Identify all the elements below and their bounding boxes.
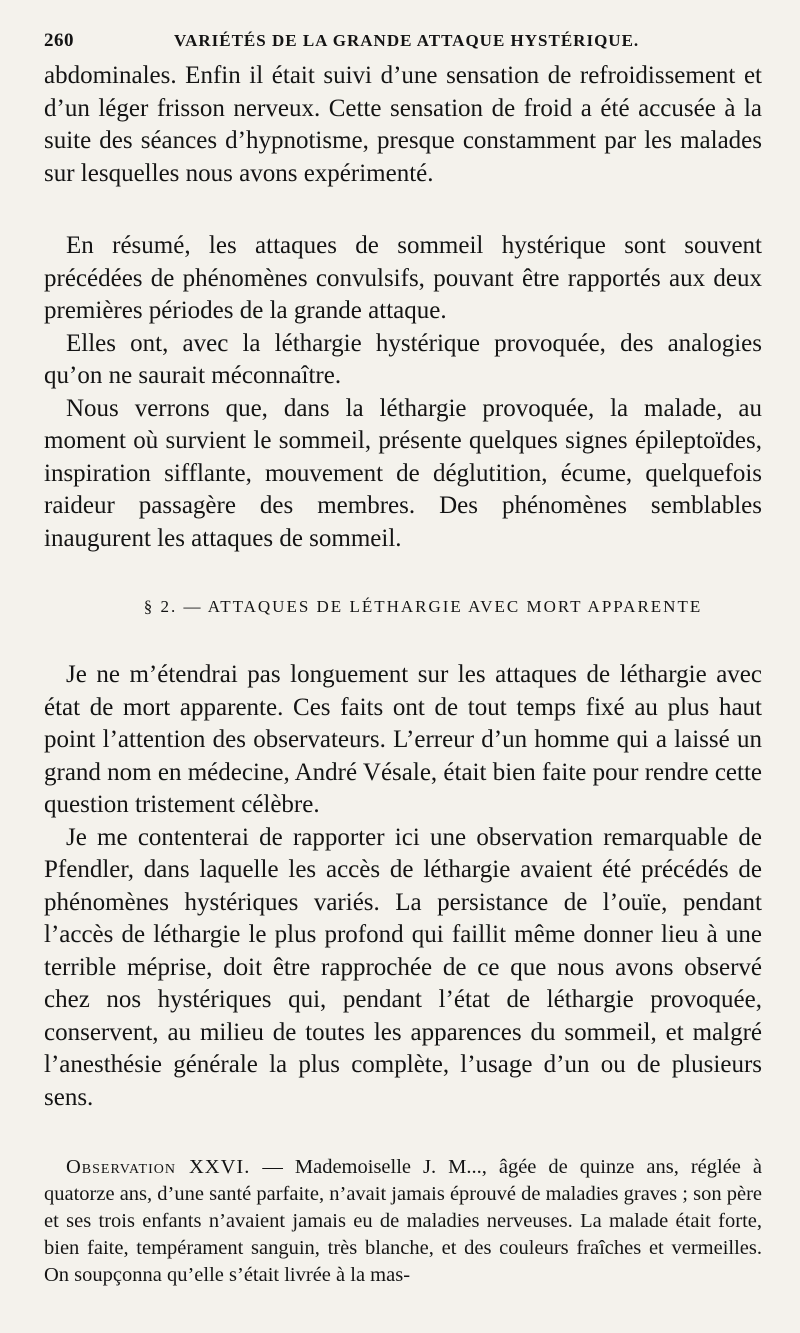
section-gap [44, 617, 762, 659]
body-text [44, 60, 762, 1114]
paragraph: En résumé, les attaques de sommeil hystérique sont souvent précédées de phénomènes convulsifs, pouvant être rapportés aux deux premières périodes de la grande attaque. [44, 232, 762, 324]
paragraph-gap [44, 190, 762, 230]
paragraph: abdominales. Enfin il était suivi d’une sensation de refroidissement et d’un léger frisson nerveux. Cette sensation de froid a été accusée à la suite des séances d’hypnotisme, presque constamment par les malades sur lesquelles nous avons expérimenté. [44, 62, 762, 187]
section-gap [44, 555, 762, 597]
page-number: 260 [44, 30, 74, 51]
paragraph: Je me contenterai de rapporter ici une observation remarquable de Pfendler, dans laquelle les accès de léthargie avaient été précédés de phénomènes hystériques variés. La persistance de l’ouïe, pendant l’accès de léthargie le plus profond qui faillit même donner lieu à une terrible méprise, doit être rapprochée de ce que nous avons observé chez nos hystériques qui, pendant l’état de léthargie provoquée, conservent, au milieu de toutes les apparences du sommeil, et malgré l’anesthésie générale la plus complète, l’usage d’un ou de plusieurs sens. [44, 823, 762, 1111]
paragraph: Nous verrons que, dans la léthargie provoquée, la malade, au moment où survient le sommeil, présente quelques signes épileptoïdes, inspiration sifflante, mouvement de déglutition, écume, quelquefois raideur passagère des membres. Des phénomènes semblables inaugurent les attaques de sommeil. [44, 394, 762, 552]
paragraph: Je ne m’étendrai pas longuement sur les attaques de léthargie avec état de mort apparente. Ces faits ont de tout temps fixé au plus haut point l’attention des observateurs. L’erreur d’un homme qui a laissé un grand nom en médecine, André Vésale, était bien faite pour rendre cette question tristement célèbre. [44, 661, 762, 818]
observation-block [44, 1154, 762, 1289]
observation-paragraph [44, 1154, 762, 1289]
observation-label: Observation XXVI. [66, 1156, 251, 1178]
section-heading: § 2. — ATTAQUES DE LÉTHARGIE AVEC MORT APPARENTE [143, 597, 703, 616]
observation-gap [44, 1114, 762, 1154]
running-head [44, 30, 762, 60]
running-title: VARIÉTÉS DE LA GRANDE ATTAQUE HYSTÉRIQUE. [174, 31, 640, 50]
paragraph: Elles ont, avec la léthargie hystérique provoquée, des analogies qu’on ne saurait méconnaître. [44, 329, 762, 389]
observation-text: — Mademoiselle J. M..., âgée de quinze ans, réglée à quatorze ans, d’une santé parfaite, n’avait jamais éprouvé de maladies graves ; son père et ses trois enfants n’avaient jamais eu de maladies nerveuses. La malade était forte, bien faite, tempérament sanguin, très blanche, et des couleurs fraîches et vermeilles. On soupçonna qu’elle s’était livrée à la mas- [44, 1156, 762, 1286]
